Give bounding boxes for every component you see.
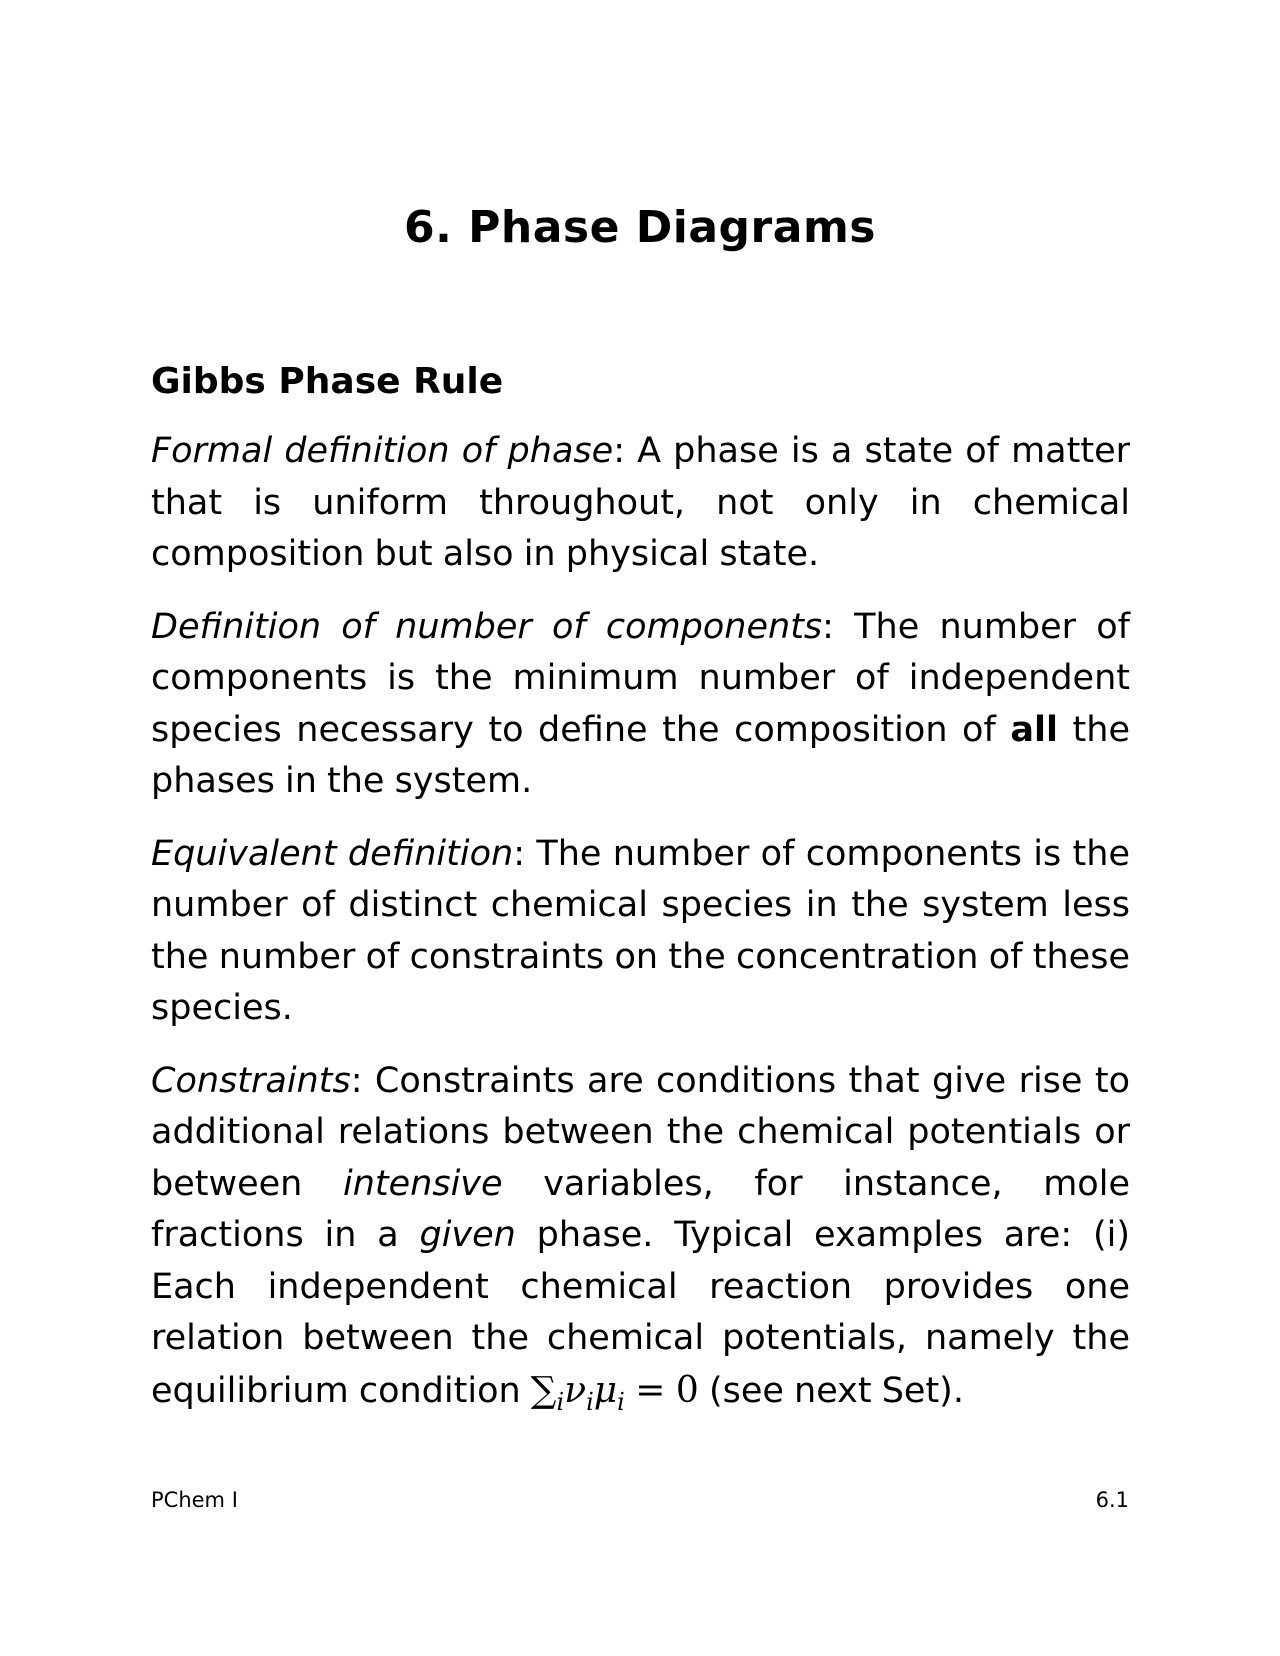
mu-index: i <box>617 1387 625 1416</box>
term-constraints: Constraints <box>151 1060 351 1101</box>
paragraph-equivalent-definition <box>151 829 1130 1035</box>
emphasis-intensive: intensive <box>343 1163 503 1204</box>
equilibrium-formula <box>530 1369 699 1416</box>
paragraph-text: Constraints are conditions that give rise to additional relations between the chemical potentials or between <box>151 1060 1130 1204</box>
term-colon: : <box>350 1060 363 1101</box>
main-content <box>151 360 1130 1438</box>
nu-index: i <box>586 1387 594 1416</box>
paragraph-phase-definition <box>151 426 1130 581</box>
emphasis-all: all <box>1010 709 1058 750</box>
paragraph-text: variables, for instance, mole fractions in a <box>151 1163 1130 1255</box>
footer-page-number: 6.1 <box>1095 1488 1129 1512</box>
term-components-definition: Definition of number of components <box>151 606 823 647</box>
sum-index: i <box>556 1387 565 1416</box>
paragraph-constraints <box>151 1056 1130 1418</box>
section-heading: Gibbs Phase Rule <box>151 361 504 402</box>
term-colon: : <box>613 431 625 471</box>
term-colon: : <box>822 606 834 647</box>
paragraph-text: A phase is a state of matter that is uniform throughout, not only in chemical composition but also in physical state. <box>151 431 1130 574</box>
equals-zero: = 0 <box>624 1369 699 1411</box>
paragraph-text: phase. Typical examples are: (i) Each independent chemical reaction provides one relation between the chemical potentials, namely the equilibrium condition <box>151 1215 1130 1411</box>
nu-symbol: ν <box>564 1369 587 1411</box>
term-formal-definition: Formal definition of phase <box>151 431 614 471</box>
paragraph-text: The number of components is the minimum number of independent species necessary to define the composition of <box>151 606 1131 750</box>
footer-course-label: PChem I <box>151 1488 238 1512</box>
paragraph-components-definition <box>151 602 1130 808</box>
page-title: 6. Phase Diagrams <box>404 202 876 253</box>
term-colon: : <box>513 833 525 874</box>
paragraph-text: (see next Set). <box>698 1370 964 1411</box>
mu-symbol: μ <box>593 1369 618 1411</box>
emphasis-given: given <box>419 1215 516 1255</box>
paragraph-text: the phases in the system. <box>151 709 1130 801</box>
paragraph-text: The number of components is the number of distinct chemical species in the system less the number of constraints on the concentration of these species. <box>151 833 1130 1028</box>
sum-symbol: ∑ <box>530 1369 557 1411</box>
term-equivalent-definition: Equivalent definition <box>151 833 514 874</box>
